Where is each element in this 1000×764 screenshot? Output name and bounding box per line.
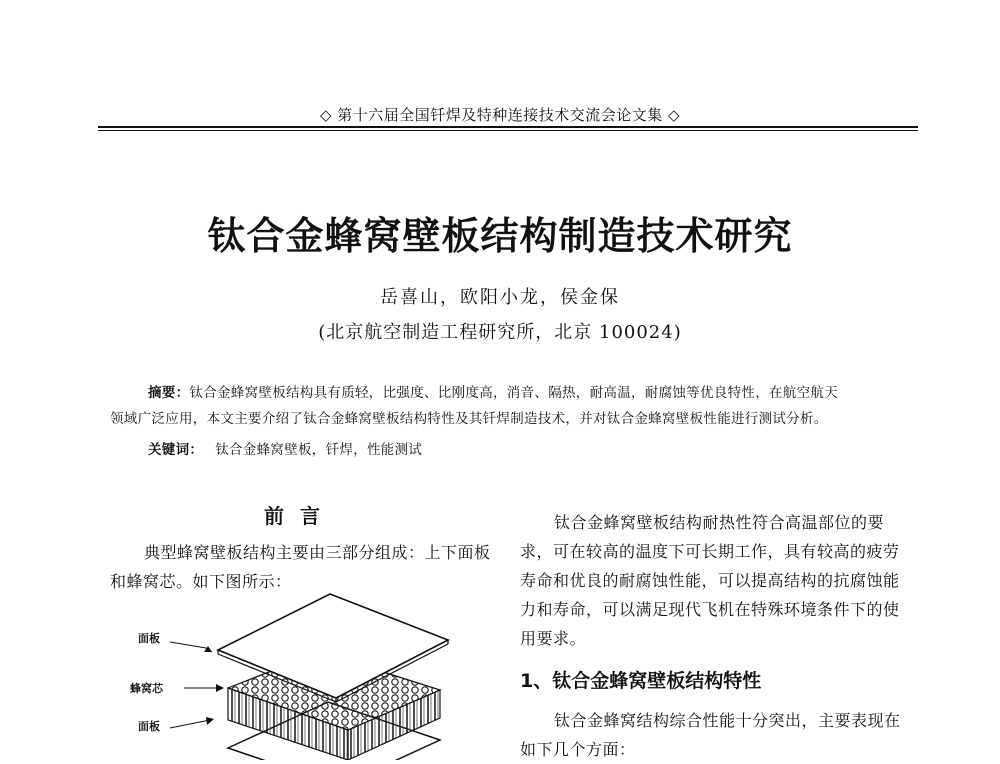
right-column-paragraph: 钛合金蜂窝壁板结构耐热性符合高温部位的要求，可在较高的温度下可长期工作，具有较高的疲劳寿命和优良的耐腐蚀性能，可以提高结构的抗腐蚀能力和寿命，可以满足现代飞机在特殊环境条件下的使用要求。 — [520, 513, 900, 648]
label-bottom-sheet: 面板 — [138, 720, 160, 733]
paper-title: 钛合金蜂窝壁板结构制造技术研究 — [207, 214, 793, 258]
abstract — [110, 380, 910, 432]
abstract-line-2: 领域广泛应用，本文主要介绍了钛合金蜂窝壁板结构特性及其钎焊制造技术，并对钛合金蜂窝壁板性能进行测试分析。 — [110, 411, 828, 427]
intro-paragraph: 典型蜂窝壁板结构主要由三部分组成：上下面板和蜂窝芯。如下图所示： — [110, 543, 491, 591]
keywords-label: 关键词： — [148, 442, 204, 458]
label-core: 蜂窝芯 — [130, 682, 163, 695]
section-1-heading: 1、钛合金蜂窝壁板结构特性 — [520, 670, 762, 692]
paper-authors: 岳喜山，欧阳小龙，侯金保 — [380, 287, 620, 308]
label-top-sheet: 面板 — [138, 632, 160, 645]
running-header: ◇ 第十六届全国钎焊及特种连接技术交流会论文集 ◇ — [319, 106, 681, 124]
leader-bottom — [170, 720, 210, 728]
header-rule — [98, 126, 918, 131]
honeycomb-figure — [130, 590, 460, 760]
paper-affiliation: (北京航空制造工程研究所，北京 100024) — [318, 322, 682, 343]
keywords-text: 钛合金蜂窝壁板，钎焊，性能测试 — [215, 442, 423, 458]
keywords — [148, 438, 422, 458]
abstract-line-1 — [110, 380, 910, 406]
honeycomb-panel-diagram — [140, 590, 460, 760]
intro-heading: 前言 — [264, 504, 336, 528]
abstract-label: 摘要： — [148, 385, 190, 401]
section-1-paragraph: 钛合金蜂窝结构综合性能十分突出，主要表现在如下几个方面： — [520, 711, 901, 759]
abstract-text-1: 钛合金蜂窝壁板结构具有质轻，比强度、比刚度高，消音、隔热，耐高温，耐腐蚀等优良特性，在航空航天 — [189, 385, 839, 401]
